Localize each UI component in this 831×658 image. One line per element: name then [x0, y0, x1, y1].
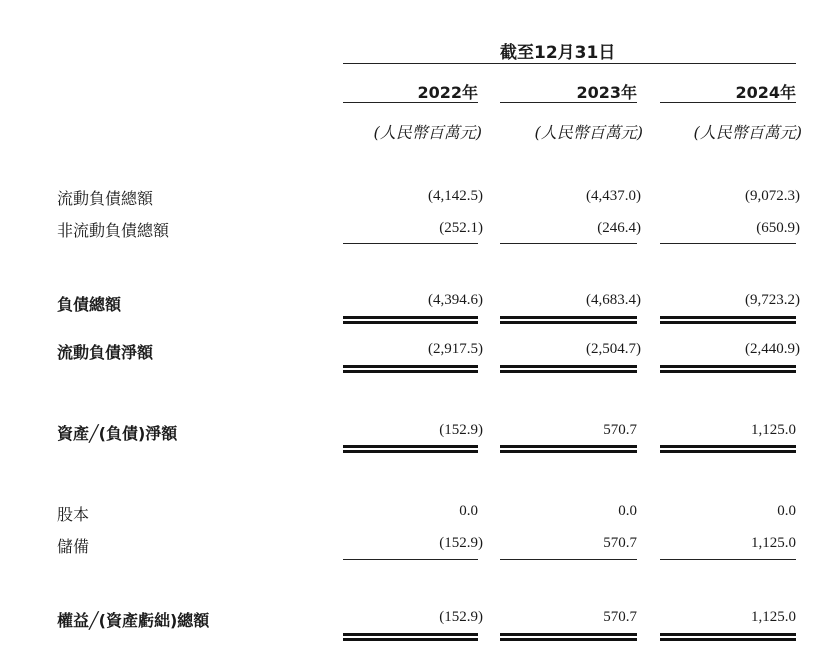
period-header: 截至12月31日: [500, 43, 616, 63]
double-underline: [343, 445, 478, 453]
table-cell: (246.4): [597, 220, 641, 236]
table-cell: (650.9): [756, 220, 800, 236]
year-underline: [343, 102, 478, 103]
year-2024-header: 2024年: [735, 83, 796, 102]
table-cell: 1,125.0: [751, 422, 796, 438]
year-underline: [500, 102, 637, 103]
subtotal-line: [660, 243, 796, 244]
table-cell: 0.0: [618, 503, 637, 519]
subtotal-line: [343, 559, 478, 560]
table-cell: (9,723.2): [745, 292, 800, 308]
double-underline: [343, 316, 478, 324]
table-cell: (4,142.5): [428, 188, 483, 204]
subtotal-line: [500, 559, 637, 560]
subtotal-line: [660, 559, 796, 560]
row-label: 權益╱(資產虧絀)總額: [57, 611, 210, 630]
table-cell: 1,125.0: [751, 535, 796, 551]
subtotal-line: [343, 243, 478, 244]
table-cell: (9,072.3): [745, 188, 800, 204]
table-cell: (4,394.6): [428, 292, 483, 308]
year-2022-header: 2022年: [417, 83, 478, 102]
row-label: 儲備: [57, 537, 90, 556]
table-cell: (4,437.0): [586, 188, 641, 204]
double-underline: [343, 633, 478, 641]
table-cell: (4,683.4): [586, 292, 641, 308]
row-label: 資產╱(負債)淨額: [57, 424, 178, 443]
double-underline: [343, 365, 478, 373]
table-cell: 570.7: [603, 535, 637, 551]
table-cell: (2,504.7): [586, 341, 641, 357]
year-2023-header: 2023年: [576, 83, 637, 102]
double-underline: [500, 445, 637, 453]
row-label: 非流動負債總額: [57, 221, 170, 240]
table-cell: (2,440.9): [745, 341, 800, 357]
row-label: 流動負債淨額: [57, 343, 154, 362]
table-cell: (152.9): [439, 422, 483, 438]
double-underline: [500, 633, 637, 641]
row-label: 流動負債總額: [57, 189, 154, 208]
double-underline: [660, 445, 796, 453]
table-cell: (152.9): [439, 609, 483, 625]
row-label: 負債總額: [57, 295, 122, 314]
unit-label: (人民幣百萬元): [373, 123, 482, 142]
subtotal-line: [500, 243, 637, 244]
unit-label: (人民幣百萬元): [534, 123, 643, 142]
table-cell: 1,125.0: [751, 609, 796, 625]
table-cell: 0.0: [777, 503, 796, 519]
double-underline: [500, 316, 637, 324]
double-underline: [660, 633, 796, 641]
double-underline: [500, 365, 637, 373]
table-cell: (152.9): [439, 535, 483, 551]
table-cell: 570.7: [603, 422, 637, 438]
double-underline: [660, 365, 796, 373]
period-underline: [343, 63, 796, 64]
table-cell: 570.7: [603, 609, 637, 625]
year-underline: [660, 102, 796, 103]
table-cell: (2,917.5): [428, 341, 483, 357]
double-underline: [660, 316, 796, 324]
unit-label: (人民幣百萬元): [693, 123, 802, 142]
table-cell: (252.1): [439, 220, 483, 236]
row-label: 股本: [57, 505, 90, 524]
table-cell: 0.0: [459, 503, 478, 519]
